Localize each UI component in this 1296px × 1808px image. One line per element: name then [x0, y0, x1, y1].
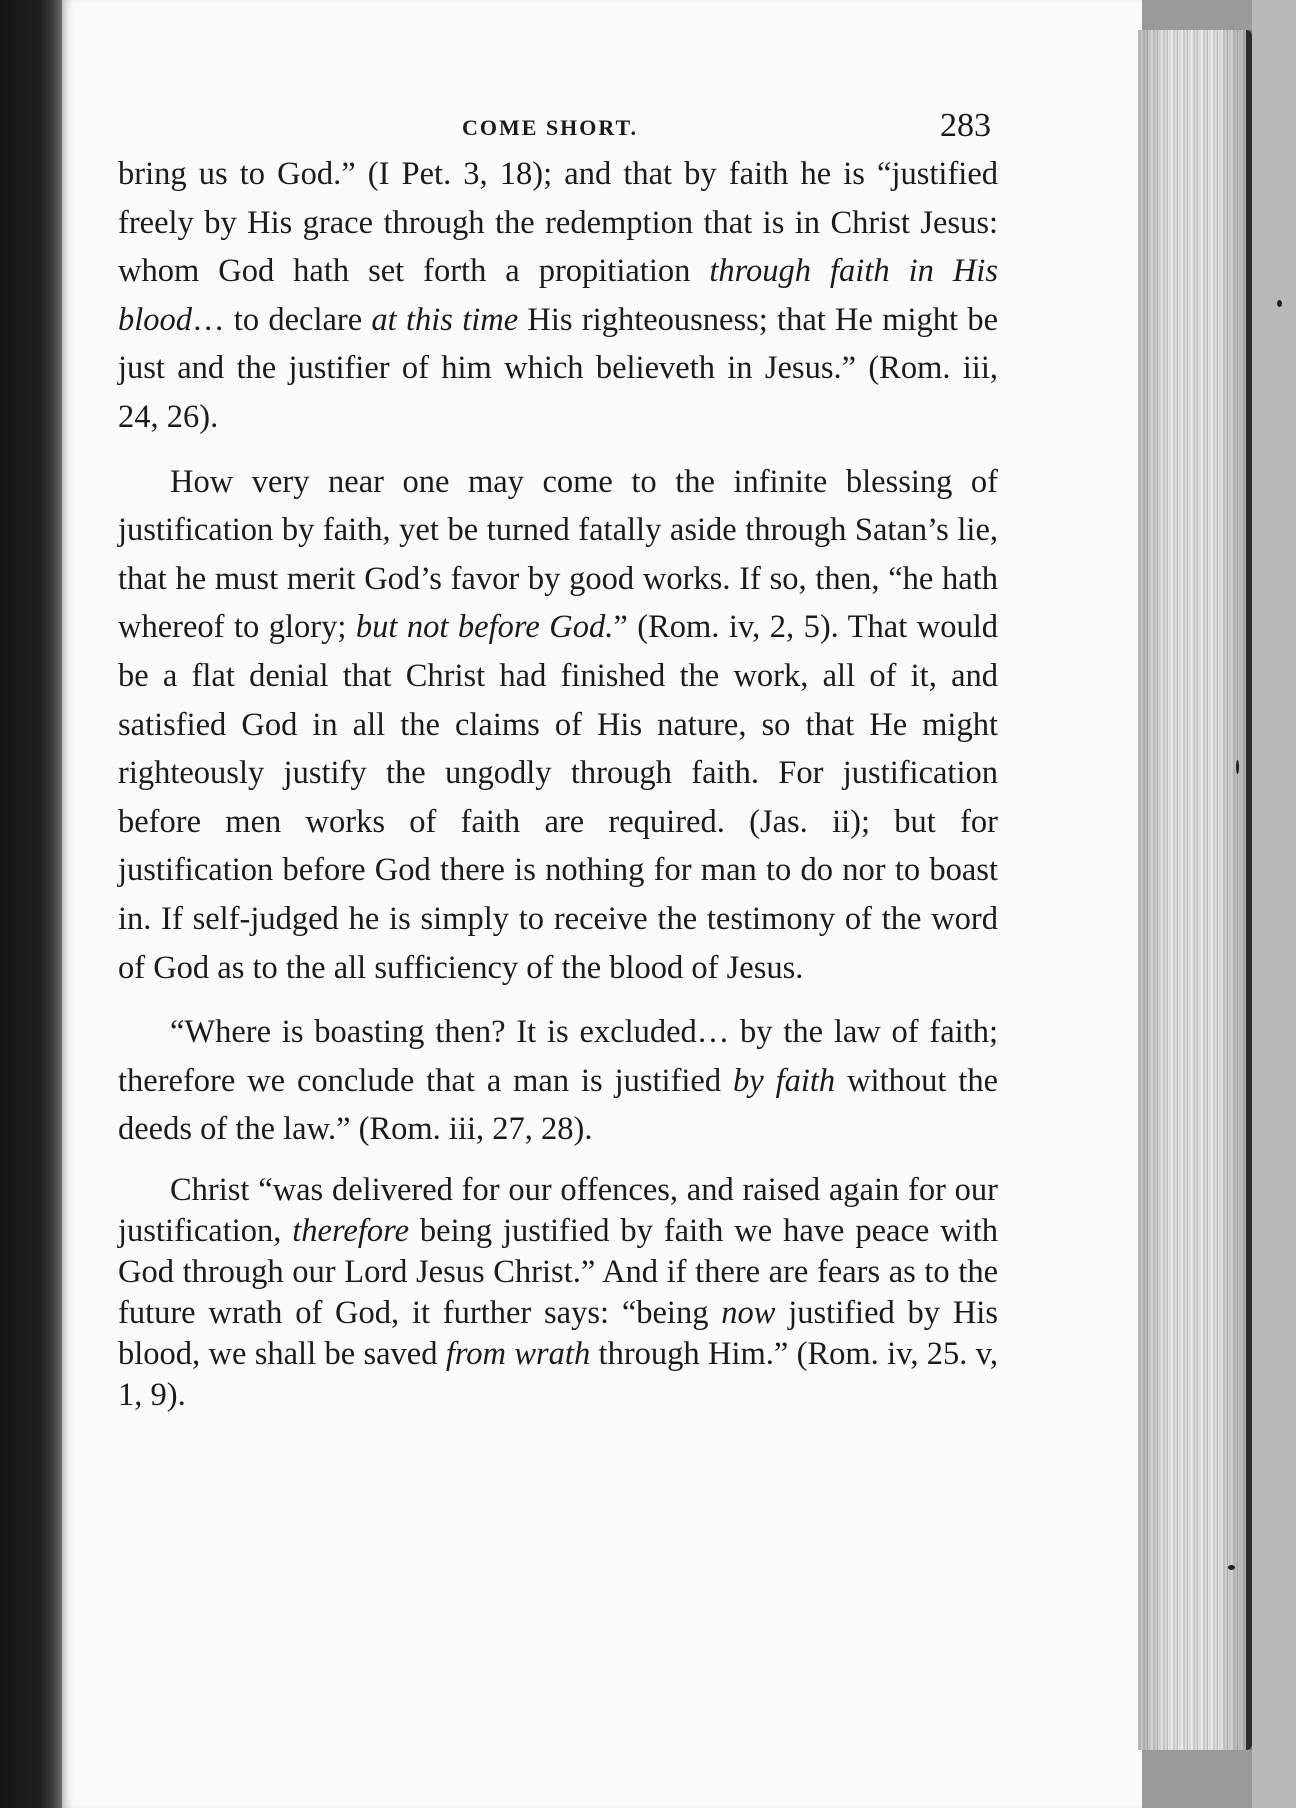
- dust-speck: [1236, 760, 1239, 774]
- previous-page-edge: [0, 0, 62, 1808]
- italic-text: therefore: [292, 1212, 409, 1249]
- dust-speck: [1228, 1565, 1235, 1570]
- text-run: Christ “was delivered for our offences, and raised again for our justification,: [118, 1171, 998, 1249]
- italic-text: now: [721, 1294, 776, 1331]
- text-run: without the deeds of the law.” (Rom. iii, 27, 28).: [118, 1062, 999, 1148]
- text-run: His righteousness; that He might be just and the justifier of him which believeth in Jesus.” (Rom. iii, 24, 26).: [118, 301, 998, 435]
- running-head: COME SHORT.: [462, 115, 639, 140]
- text-run: justified by His blood, we shall be saved: [118, 1294, 998, 1372]
- text-run: ” (Rom. iv, 2, 5). That would be a flat denial that Christ had finished the work, all of it, and satisfied God in all the claims of His nature, so that He might righteously justify the ungodly through faith. For justification before men works of faith are required. (Jas. ii); but for justification before God there is nothing for man to do nor to boast in. If self-judged he is simply to receive the testimony of the word of God as to the all sufficiency of the blood of Jesus.: [118, 609, 998, 986]
- paragraph: [118, 1008, 998, 1154]
- dust-speck: [1277, 300, 1282, 307]
- paragraph: [118, 1170, 998, 1416]
- paragraph: [118, 458, 998, 993]
- text-run: How very near one may come to the infinite blessing of justification by faith, yet be turned fatally aside through Satan’s lie, that he must merit God’s favor by good works. If so, then, “he hath whereof to glory;: [118, 463, 998, 646]
- italic-text: at this time: [371, 301, 519, 338]
- italic-text: by faith: [733, 1062, 836, 1099]
- text-run: through Him.” (Rom. iv, 25. v, 1, 9).: [118, 1335, 999, 1413]
- page-body-text: [118, 150, 998, 1432]
- italic-text: but not before God.: [355, 609, 614, 646]
- background-margin: [1252, 0, 1296, 1808]
- text-run: bring us to God.” (I Pet. 3, 18); and that by faith he is “justified freely by His grace through the redemption that is in Christ Jesus: whom God hath set forth a propitiation: [118, 156, 998, 290]
- italic-text: from wrath: [445, 1335, 591, 1372]
- text-run: “Where is boasting then? It is excluded… by the law of faith; therefore we conclude that a man is justified: [118, 1014, 998, 1099]
- paragraph: [118, 150, 998, 442]
- page-number: 283: [940, 107, 991, 144]
- page-edges-shadow: [1138, 30, 1252, 1750]
- italic-text: through faith in His blood: [118, 253, 998, 338]
- text-run: being justified by faith we have peace with God through our Lord Jesus Christ.” And if there are fears as to the future wrath of God, it further says: “being: [118, 1212, 998, 1331]
- text-run: … to declare: [192, 301, 372, 338]
